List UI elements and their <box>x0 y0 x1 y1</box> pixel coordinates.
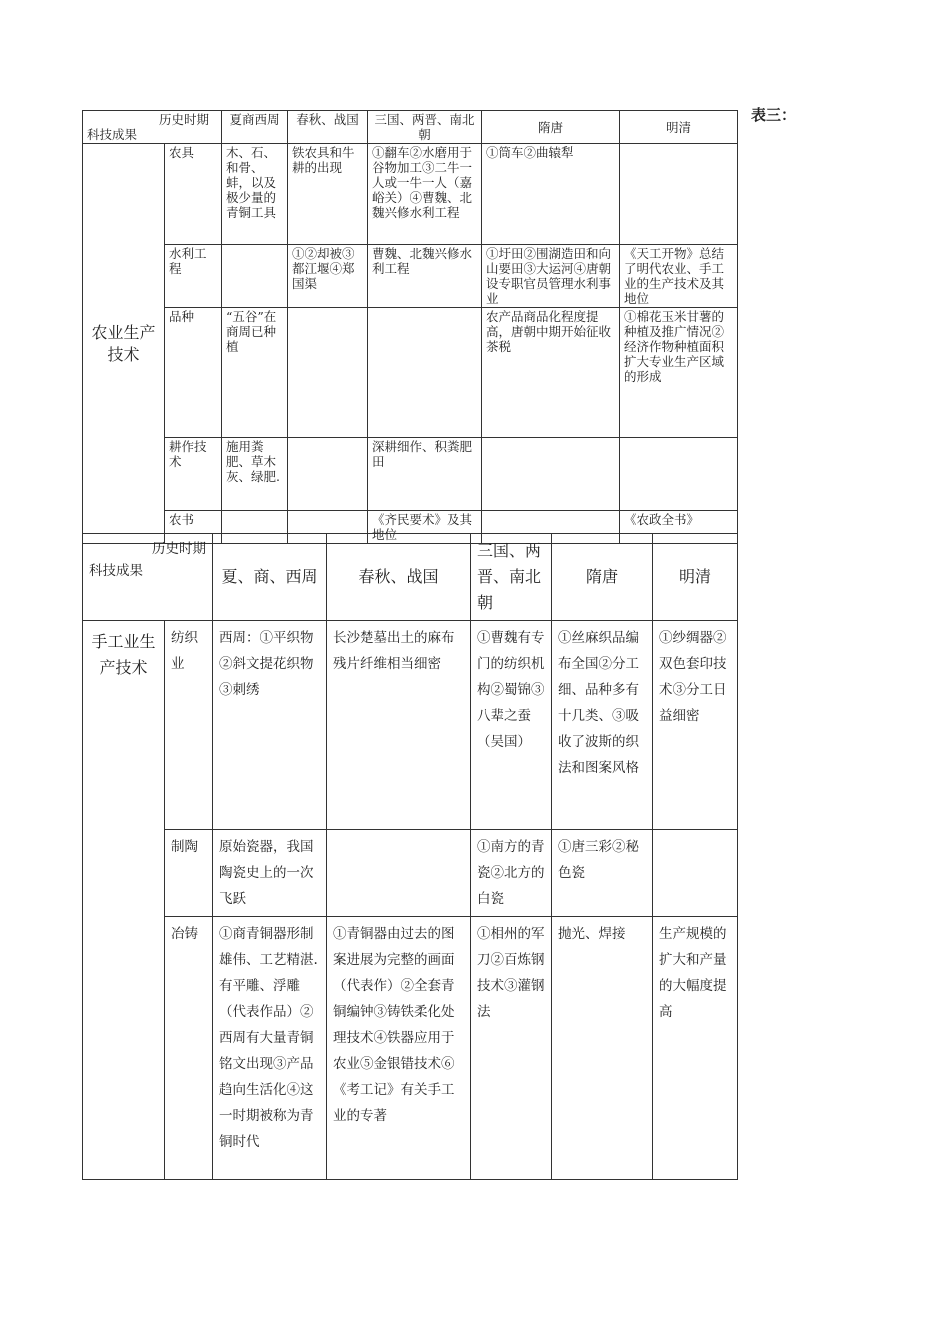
table-cell: ①唐三彩②秘色瓷 <box>552 830 653 917</box>
table-cell: ①丝麻织品编布全国②分工细、品种多有十几类、③吸收了波斯的织法和图案风格 <box>552 621 653 830</box>
table-cell: 农产品商品化程度提高，唐朝中期开始征收茶税 <box>482 308 620 438</box>
handicraft-table <box>82 533 738 1180</box>
column-header: 三国、两晋、南北朝 <box>471 534 552 621</box>
table-cell: “五谷”在商周已种植 <box>222 308 288 438</box>
column-header: 春秋、战国 <box>288 111 368 144</box>
table-cell <box>222 245 288 308</box>
table-cell <box>368 308 482 438</box>
table-cell: 长沙楚墓出土的麻布残片纤维相当细密 <box>327 621 471 830</box>
table-cell <box>620 144 738 245</box>
table-cell <box>288 308 368 438</box>
table-cell <box>288 438 368 511</box>
row-label: 冶铸 <box>165 917 213 1180</box>
table-cell <box>653 830 738 917</box>
column-header: 明清 <box>620 111 738 144</box>
column-header: 隋唐 <box>552 534 653 621</box>
row-label: 农书 <box>165 511 222 544</box>
diagonal-header <box>83 111 222 144</box>
category-cell: 农业生产技术 <box>83 144 165 544</box>
column-header: 夏、商、西周 <box>213 534 327 621</box>
table-cell: 曹魏、北魏兴修水利工程 <box>368 245 482 308</box>
column-header: 明清 <box>653 534 738 621</box>
category-cell: 手工业生产技术 <box>83 621 165 1180</box>
achievement-label: 科技成果 <box>87 127 138 142</box>
column-header: 春秋、战国 <box>327 534 471 621</box>
table-cell: ①青铜器由过去的图案进展为完整的画面（代表作）②全套青铜编钟③铸铁柔化处理技术④铁器应用于农业⑤金银错技术⑥《考工记》有关手工业的专著 <box>327 917 471 1180</box>
column-header: 隋唐 <box>482 111 620 144</box>
row-label: 制陶 <box>165 830 213 917</box>
row-label: 农具 <box>165 144 222 245</box>
table-cell <box>620 438 738 511</box>
row-label: 纺织业 <box>165 621 213 830</box>
table-cell: ①翻车②水磨用于谷物加工③二牛一人或一牛一人（嘉峪关）④曹魏、北魏兴修水利工程 <box>368 144 482 245</box>
table-cell: ①南方的青瓷②北方的白瓷 <box>471 830 552 917</box>
table-cell: ①圩田②围湖造田和向山要田③大运河④唐朝设专职官员管理水利事业 <box>482 245 620 308</box>
row-label: 品种 <box>165 308 222 438</box>
table-cell: 西周：①平织物②斜文提花织物③刺绣 <box>213 621 327 830</box>
period-label: 历史时期 <box>152 541 206 557</box>
column-header: 三国、两晋、南北朝 <box>368 111 482 144</box>
table-cell: ①相州的军刀②百炼钢技术③灌钢法 <box>471 917 552 1180</box>
table-cell: ①曹魏有专门的纺织机构②蜀锦③八辈之蚕（吴国） <box>471 621 552 830</box>
table-cell: 原始瓷器，我国陶瓷史上的一次飞跃 <box>213 830 327 917</box>
row-label: 耕作技术 <box>165 438 222 511</box>
table-cell: 抛光、焊接 <box>552 917 653 1180</box>
table-cell: ①筒车②曲辕犁 <box>482 144 620 245</box>
row-label: 水利工程 <box>165 245 222 308</box>
table-cell: 生产规模的扩大和产量的大幅度提高 <box>653 917 738 1180</box>
table-cell: 《齐民要术》及其地位 <box>368 511 482 544</box>
table-cell: ①棉花玉米甘薯的种植及推广情况②经济作物种植面积扩大专业生产区域的形成 <box>620 308 738 438</box>
table-cell <box>482 438 620 511</box>
table-cell <box>327 830 471 917</box>
table-cell: 铁农具和牛耕的出现 <box>288 144 368 245</box>
achievement-label: 科技成果 <box>89 563 143 579</box>
table-cell: 《天工开物》总结了明代农业、手工业的生产技术及其地位 <box>620 245 738 308</box>
table-cell: 木、石、和骨、蚌，以及极少量的青铜工具 <box>222 144 288 245</box>
table-cell: ①商青铜器形制雄伟、工艺精湛.有平雕、浮雕（代表作品）②西周有大量青铜铭文出现③产品趋向生活化④这一时期被称为青铜时代 <box>213 917 327 1180</box>
table-caption: 表三： <box>751 106 797 124</box>
table-cell: ①纱绸器②双色套印技术③分工日益细密 <box>653 621 738 830</box>
period-label: 历史时期 <box>159 112 210 127</box>
column-header: 夏商西周 <box>222 111 288 144</box>
table-cell: 施用粪肥、草木灰、绿肥. <box>222 438 288 511</box>
agriculture-table <box>82 110 738 544</box>
table-cell: 深耕细作、积粪肥田 <box>368 438 482 511</box>
table-cell: 《农政全书》 <box>620 511 738 544</box>
table-cell: ①②却被③都江堰④郑国渠 <box>288 245 368 308</box>
diagonal-header <box>83 534 213 621</box>
